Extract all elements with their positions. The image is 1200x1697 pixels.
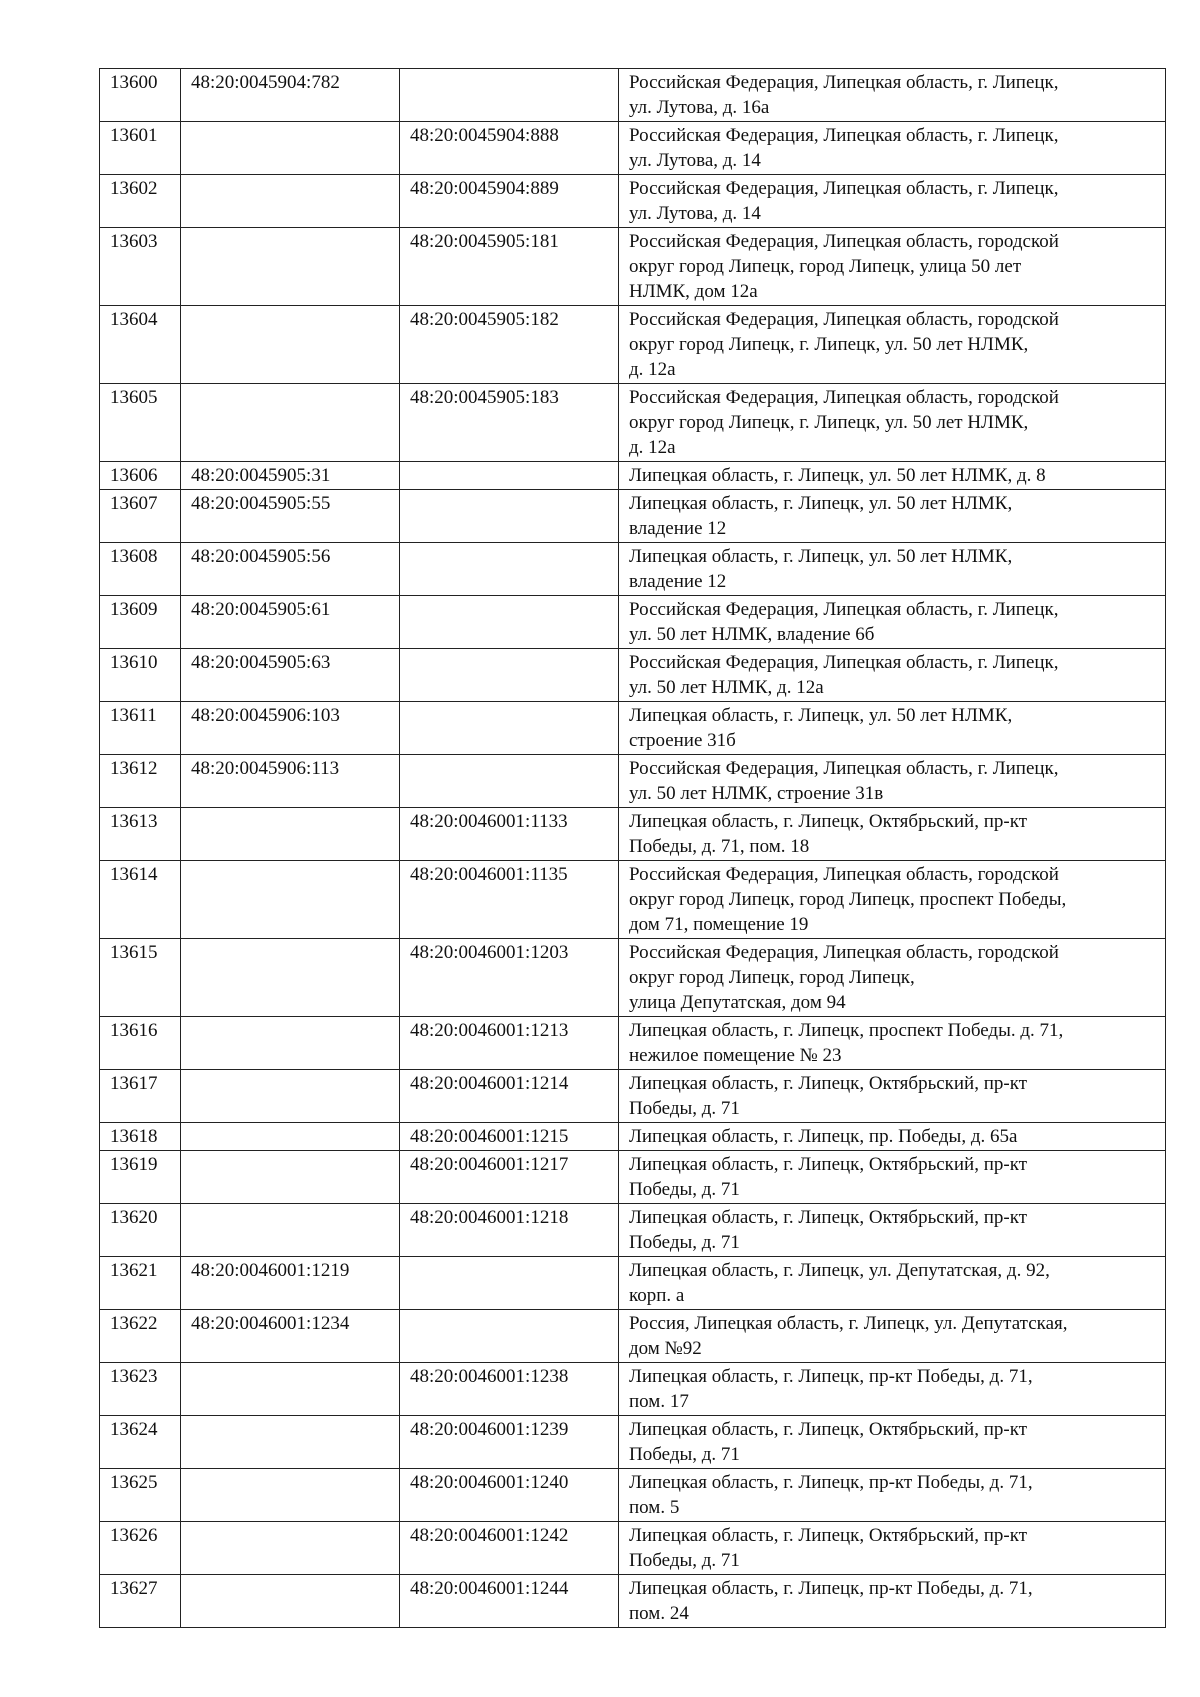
land-plot-cadastral-number-cell bbox=[181, 384, 400, 462]
land-plot-cadastral-number-cell bbox=[181, 1123, 400, 1151]
row-number-cell: 13602 bbox=[100, 175, 181, 228]
address-cell: Российская Федерация, Липецкая область, г. Липецк, ул. 50 лет НЛМК, д. 12а bbox=[619, 649, 1166, 702]
building-cadastral-number-cell bbox=[400, 649, 619, 702]
row-number-cell: 13623 bbox=[100, 1363, 181, 1416]
table-row bbox=[100, 1151, 1166, 1204]
table-row bbox=[100, 1469, 1166, 1522]
building-cadastral-number-cell bbox=[400, 1310, 619, 1363]
land-plot-cadastral-number-cell bbox=[181, 1151, 400, 1204]
building-cadastral-number-cell: 48:20:0045904:888 bbox=[400, 122, 619, 175]
building-cadastral-number-cell: 48:20:0046001:1217 bbox=[400, 1151, 619, 1204]
row-number-cell: 13601 bbox=[100, 122, 181, 175]
land-plot-cadastral-number-cell bbox=[181, 1416, 400, 1469]
address-cell: Российская Федерация, Липецкая область, г. Липецк, ул. Лутова, д. 14 bbox=[619, 175, 1166, 228]
row-number-cell: 13626 bbox=[100, 1522, 181, 1575]
table-row bbox=[100, 702, 1166, 755]
building-cadastral-number-cell: 48:20:0046001:1244 bbox=[400, 1575, 619, 1628]
building-cadastral-number-cell: 48:20:0046001:1239 bbox=[400, 1416, 619, 1469]
row-number-cell: 13613 bbox=[100, 808, 181, 861]
table-row bbox=[100, 1257, 1166, 1310]
table-row bbox=[100, 175, 1166, 228]
address-cell: Липецкая область, г. Липецк, Октябрьский, пр-кт Победы, д. 71 bbox=[619, 1522, 1166, 1575]
table-row bbox=[100, 1416, 1166, 1469]
table-row bbox=[100, 1363, 1166, 1416]
land-plot-cadastral-number-cell: 48:20:0045906:103 bbox=[181, 702, 400, 755]
address-cell: Липецкая область, г. Липецк, Октябрьский, пр-кт Победы, д. 71 bbox=[619, 1070, 1166, 1123]
land-plot-cadastral-number-cell bbox=[181, 1363, 400, 1416]
address-cell: Липецкая область, г. Липецк, пр-кт Победы, д. 71, пом. 24 bbox=[619, 1575, 1166, 1628]
row-number-cell: 13605 bbox=[100, 384, 181, 462]
building-cadastral-number-cell: 48:20:0046001:1135 bbox=[400, 861, 619, 939]
address-cell: Липецкая область, г. Липецк, ул. 50 лет НЛМК, владение 12 bbox=[619, 543, 1166, 596]
table-row bbox=[100, 1070, 1166, 1123]
address-cell: Липецкая область, г. Липецк, пр-кт Победы, д. 71, пом. 5 bbox=[619, 1469, 1166, 1522]
address-cell: Российская Федерация, Липецкая область, городской округ город Липецк, г. Липецк, ул. 50 лет НЛМК, д. 12а bbox=[619, 384, 1166, 462]
address-cell: Липецкая область, г. Липецк, Октябрьский, пр-кт Победы, д. 71 bbox=[619, 1151, 1166, 1204]
building-cadastral-number-cell bbox=[400, 596, 619, 649]
building-cadastral-number-cell bbox=[400, 69, 619, 122]
table-row bbox=[100, 1522, 1166, 1575]
row-number-cell: 13612 bbox=[100, 755, 181, 808]
land-plot-cadastral-number-cell bbox=[181, 306, 400, 384]
table-row bbox=[100, 939, 1166, 1017]
row-number-cell: 13619 bbox=[100, 1151, 181, 1204]
row-number-cell: 13616 bbox=[100, 1017, 181, 1070]
table-row bbox=[100, 228, 1166, 306]
row-number-cell: 13621 bbox=[100, 1257, 181, 1310]
building-cadastral-number-cell: 48:20:0046001:1240 bbox=[400, 1469, 619, 1522]
land-plot-cadastral-number-cell: 48:20:0045904:782 bbox=[181, 69, 400, 122]
land-plot-cadastral-number-cell bbox=[181, 939, 400, 1017]
row-number-cell: 13620 bbox=[100, 1204, 181, 1257]
row-number-cell: 13624 bbox=[100, 1416, 181, 1469]
building-cadastral-number-cell: 48:20:0046001:1215 bbox=[400, 1123, 619, 1151]
row-number-cell: 13614 bbox=[100, 861, 181, 939]
table-row bbox=[100, 462, 1166, 490]
land-plot-cadastral-number-cell bbox=[181, 1204, 400, 1257]
land-plot-cadastral-number-cell: 48:20:0046001:1234 bbox=[181, 1310, 400, 1363]
address-cell: Российская Федерация, Липецкая область, городской округ город Липецк, город Липецк, улица Депутатская, дом 94 bbox=[619, 939, 1166, 1017]
land-plot-cadastral-number-cell: 48:20:0045905:61 bbox=[181, 596, 400, 649]
land-plot-cadastral-number-cell bbox=[181, 175, 400, 228]
land-plot-cadastral-number-cell: 48:20:0045906:113 bbox=[181, 755, 400, 808]
table-row bbox=[100, 808, 1166, 861]
row-number-cell: 13627 bbox=[100, 1575, 181, 1628]
building-cadastral-number-cell: 48:20:0045905:181 bbox=[400, 228, 619, 306]
row-number-cell: 13603 bbox=[100, 228, 181, 306]
address-cell: Липецкая область, г. Липецк, пр. Победы, д. 65а bbox=[619, 1123, 1166, 1151]
table-row bbox=[100, 649, 1166, 702]
building-cadastral-number-cell: 48:20:0046001:1242 bbox=[400, 1522, 619, 1575]
building-cadastral-number-cell: 48:20:0045905:182 bbox=[400, 306, 619, 384]
table-row bbox=[100, 755, 1166, 808]
building-cadastral-number-cell: 48:20:0045905:183 bbox=[400, 384, 619, 462]
building-cadastral-number-cell: 48:20:0046001:1133 bbox=[400, 808, 619, 861]
building-cadastral-number-cell bbox=[400, 543, 619, 596]
table-row bbox=[100, 490, 1166, 543]
table-row bbox=[100, 306, 1166, 384]
table-body bbox=[100, 69, 1166, 1628]
row-number-cell: 13604 bbox=[100, 306, 181, 384]
cadastral-objects-table bbox=[99, 68, 1166, 1628]
land-plot-cadastral-number-cell bbox=[181, 1070, 400, 1123]
row-number-cell: 13625 bbox=[100, 1469, 181, 1522]
address-cell: Российская Федерация, Липецкая область, г. Липецк, ул. 50 лет НЛМК, владение 6б bbox=[619, 596, 1166, 649]
land-plot-cadastral-number-cell: 48:20:0045905:31 bbox=[181, 462, 400, 490]
row-number-cell: 13617 bbox=[100, 1070, 181, 1123]
row-number-cell: 13622 bbox=[100, 1310, 181, 1363]
table-row bbox=[100, 1123, 1166, 1151]
building-cadastral-number-cell: 48:20:0046001:1238 bbox=[400, 1363, 619, 1416]
address-cell: Российская Федерация, Липецкая область, г. Липецк, ул. Лутова, д. 14 bbox=[619, 122, 1166, 175]
land-plot-cadastral-number-cell bbox=[181, 122, 400, 175]
land-plot-cadastral-number-cell bbox=[181, 1469, 400, 1522]
building-cadastral-number-cell bbox=[400, 490, 619, 543]
row-number-cell: 13608 bbox=[100, 543, 181, 596]
building-cadastral-number-cell: 48:20:0046001:1218 bbox=[400, 1204, 619, 1257]
row-number-cell: 13615 bbox=[100, 939, 181, 1017]
land-plot-cadastral-number-cell bbox=[181, 1522, 400, 1575]
address-cell: Российская Федерация, Липецкая область, городской округ город Липецк, г. Липецк, ул. 50 лет НЛМК, д. 12а bbox=[619, 306, 1166, 384]
table-row bbox=[100, 69, 1166, 122]
table-row bbox=[100, 1575, 1166, 1628]
building-cadastral-number-cell bbox=[400, 462, 619, 490]
address-cell: Липецкая область, г. Липецк, проспект Победы. д. 71, нежилое помещение № 23 bbox=[619, 1017, 1166, 1070]
row-number-cell: 13606 bbox=[100, 462, 181, 490]
table-row bbox=[100, 861, 1166, 939]
building-cadastral-number-cell: 48:20:0045904:889 bbox=[400, 175, 619, 228]
table-row bbox=[100, 596, 1166, 649]
land-plot-cadastral-number-cell: 48:20:0045905:55 bbox=[181, 490, 400, 543]
building-cadastral-number-cell: 48:20:0046001:1213 bbox=[400, 1017, 619, 1070]
row-number-cell: 13611 bbox=[100, 702, 181, 755]
building-cadastral-number-cell bbox=[400, 702, 619, 755]
row-number-cell: 13610 bbox=[100, 649, 181, 702]
address-cell: Липецкая область, г. Липецк, Октябрьский, пр-кт Победы, д. 71 bbox=[619, 1416, 1166, 1469]
row-number-cell: 13600 bbox=[100, 69, 181, 122]
building-cadastral-number-cell: 48:20:0046001:1203 bbox=[400, 939, 619, 1017]
address-cell: Липецкая область, г. Липецк, Октябрьский, пр-кт Победы, д. 71 bbox=[619, 1204, 1166, 1257]
land-plot-cadastral-number-cell: 48:20:0046001:1219 bbox=[181, 1257, 400, 1310]
address-cell: Липецкая область, г. Липецк, ул. 50 лет НЛМК, владение 12 bbox=[619, 490, 1166, 543]
land-plot-cadastral-number-cell bbox=[181, 861, 400, 939]
table-row bbox=[100, 1310, 1166, 1363]
address-cell: Липецкая область, г. Липецк, пр-кт Победы, д. 71, пом. 17 bbox=[619, 1363, 1166, 1416]
land-plot-cadastral-number-cell bbox=[181, 1575, 400, 1628]
land-plot-cadastral-number-cell bbox=[181, 808, 400, 861]
building-cadastral-number-cell bbox=[400, 755, 619, 808]
building-cadastral-number-cell: 48:20:0046001:1214 bbox=[400, 1070, 619, 1123]
address-cell: Россия, Липецкая область, г. Липецк, ул. Депутатская, дом №92 bbox=[619, 1310, 1166, 1363]
land-plot-cadastral-number-cell bbox=[181, 1017, 400, 1070]
address-cell: Российская Федерация, Липецкая область, г. Липецк, ул. Лутова, д. 16а bbox=[619, 69, 1166, 122]
table-row bbox=[100, 1204, 1166, 1257]
address-cell: Российская Федерация, Липецкая область, г. Липецк, ул. 50 лет НЛМК, строение 31в bbox=[619, 755, 1166, 808]
table-row bbox=[100, 1017, 1166, 1070]
row-number-cell: 13607 bbox=[100, 490, 181, 543]
land-plot-cadastral-number-cell bbox=[181, 228, 400, 306]
table-row bbox=[100, 384, 1166, 462]
address-cell: Липецкая область, г. Липецк, ул. 50 лет НЛМК, д. 8 bbox=[619, 462, 1166, 490]
building-cadastral-number-cell bbox=[400, 1257, 619, 1310]
table-row bbox=[100, 122, 1166, 175]
table-row bbox=[100, 543, 1166, 596]
address-cell: Российская Федерация, Липецкая область, городской округ город Липецк, город Липецк, улица 50 лет НЛМК, дом 12а bbox=[619, 228, 1166, 306]
land-plot-cadastral-number-cell: 48:20:0045905:63 bbox=[181, 649, 400, 702]
land-plot-cadastral-number-cell: 48:20:0045905:56 bbox=[181, 543, 400, 596]
address-cell: Липецкая область, г. Липецк, ул. Депутатская, д. 92, корп. а bbox=[619, 1257, 1166, 1310]
row-number-cell: 13609 bbox=[100, 596, 181, 649]
address-cell: Липецкая область, г. Липецк, Октябрьский, пр-кт Победы, д. 71, пом. 18 bbox=[619, 808, 1166, 861]
address-cell: Российская Федерация, Липецкая область, городской округ город Липецк, город Липецк, проспект Победы, дом 71, помещение 19 bbox=[619, 861, 1166, 939]
row-number-cell: 13618 bbox=[100, 1123, 181, 1151]
address-cell: Липецкая область, г. Липецк, ул. 50 лет НЛМК, строение 31б bbox=[619, 702, 1166, 755]
